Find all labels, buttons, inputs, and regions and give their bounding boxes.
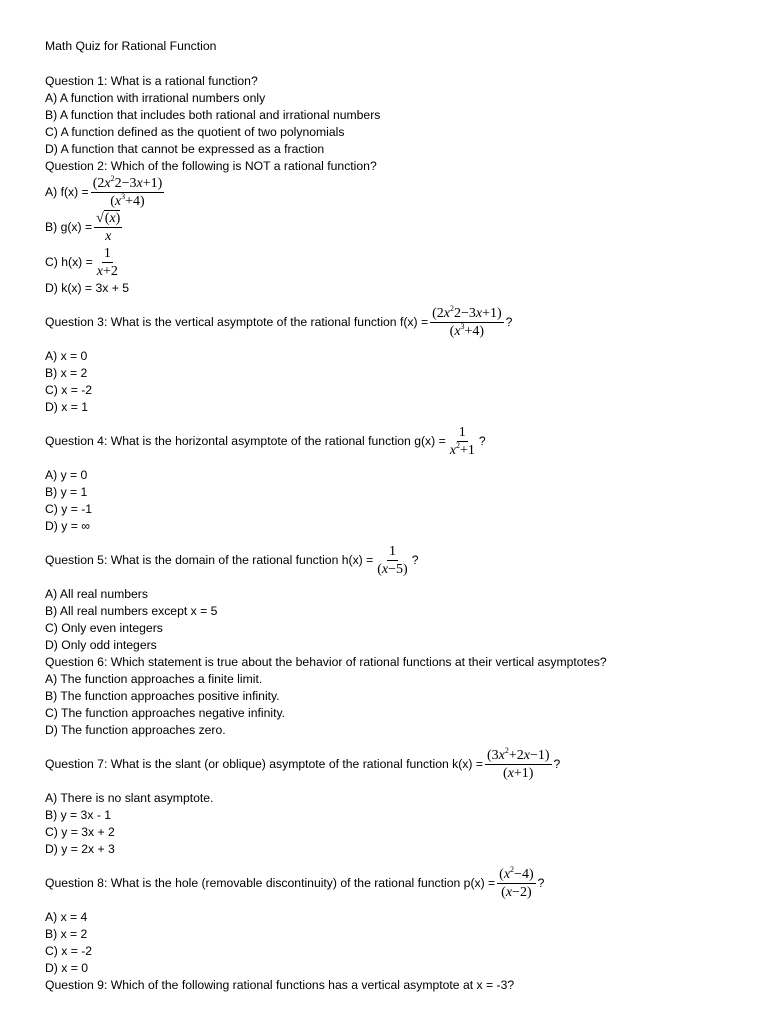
q1-option-c: C) A function defined as the quotient of two polynomials xyxy=(45,125,345,139)
question-5-text: Question 5: What is the domain of the rational function h(x) = xyxy=(45,553,374,567)
question-9: Question 9: Which of the following rational functions has a vertical asymptote at x = -3? xyxy=(45,978,515,992)
question-5 xyxy=(45,543,728,578)
question-7-text: Question 7: What is the slant (or oblique) asymptote of the rational function k(x) = xyxy=(45,757,483,771)
q5-option-b: B) All real numbers except x = 5 xyxy=(45,604,218,618)
q3-option-d: D) x = 1 xyxy=(45,400,89,414)
q4-option-b: B) y = 1 xyxy=(45,485,88,499)
q5-option-c: C) Only even integers xyxy=(45,621,163,635)
q1-option-a: A) A function with irrational numbers only xyxy=(45,91,266,105)
q8-option-d: D) x = 0 xyxy=(45,961,89,975)
q2-option-c-fraction: $\frac{1}{x+2}$ xyxy=(96,246,118,279)
q2-option-d: D) k(x) = 3x + 5 xyxy=(45,281,129,295)
question-3 xyxy=(45,305,728,340)
q7-option-d: D) y = 2x + 3 xyxy=(45,842,115,856)
q6-option-d: D) The function approaches zero. xyxy=(45,723,226,737)
q2-option-b xyxy=(45,210,728,245)
q8-option-c: C) x = -2 xyxy=(45,944,93,958)
q3-question-mark: ? xyxy=(505,315,513,329)
question-8-text: Question 8: What is the hole (removable discontinuity) of the rational function p(x) = xyxy=(45,876,496,890)
question-6: Question 6: Which statement is true about the behavior of rational functions at their vertical asymptotes? xyxy=(45,655,607,669)
q5-question-mark: ? xyxy=(411,553,419,567)
q6-option-c: C) The function approaches negative infinity. xyxy=(45,706,286,720)
question-1: Question 1: What is a rational function? xyxy=(45,74,258,88)
q7-fraction: $\frac{(3x^2+2x-1)}{(x+1)}$ xyxy=(486,746,550,781)
q7-option-c: C) y = 3x + 2 xyxy=(45,825,115,839)
q3-fraction: $\frac{(2x^22-3x+1)}{(x^3+4)}$ xyxy=(432,304,502,339)
q2-option-b-fraction: $\frac{√(x)}{x}$ xyxy=(96,211,121,244)
q3-option-b: B) x = 2 xyxy=(45,366,88,380)
q4-option-d: D) y = ∞ xyxy=(45,519,90,533)
q7-option-b: B) y = 3x - 1 xyxy=(45,808,112,822)
q2-option-c xyxy=(45,245,728,280)
q2-option-b-label: B) g(x) = xyxy=(45,220,93,234)
q6-option-a: A) The function approaches a finite limit. xyxy=(45,672,263,686)
document-title: Math Quiz for Rational Function xyxy=(45,39,217,53)
q4-option-a: A) y = 0 xyxy=(45,468,88,482)
question-4-text: Question 4: What is the horizontal asymptote of the rational function g(x) = xyxy=(45,434,446,448)
q3-option-a: A) x = 0 xyxy=(45,349,88,363)
question-7 xyxy=(45,747,728,782)
q4-fraction: $\frac{1}{x^2+1}$ xyxy=(449,425,475,458)
q5-fraction: $\frac{1}{(x-5)}$ xyxy=(377,544,408,577)
q2-option-c-label: C) h(x) = xyxy=(45,255,93,269)
q5-option-a: A) All real numbers xyxy=(45,587,148,601)
q8-option-b: B) x = 2 xyxy=(45,927,88,941)
question-3-text: Question 3: What is the vertical asymptote of the rational function f(x) = xyxy=(45,315,429,329)
q1-option-d: D) A function that cannot be expressed as a fraction xyxy=(45,142,325,156)
q8-option-a: A) x = 4 xyxy=(45,910,88,924)
q7-question-mark: ? xyxy=(553,757,561,771)
q1-option-b: B) A function that includes both rational and irrational numbers xyxy=(45,108,381,122)
q7-option-a: A) There is no slant asymptote. xyxy=(45,791,214,805)
q4-option-c: C) y = -1 xyxy=(45,502,93,516)
question-8 xyxy=(45,866,728,901)
q3-option-c: C) x = -2 xyxy=(45,383,93,397)
question-2: Question 2: Which of the following is NOT a rational function? xyxy=(45,159,377,173)
q2-option-a-label: A) f(x) = xyxy=(45,185,89,199)
q8-question-mark: ? xyxy=(537,876,545,890)
q2-option-a-fraction: $\frac{(2x^22-3x+1)}{(x^3+4)}$ xyxy=(92,174,163,209)
question-4 xyxy=(45,424,728,459)
q8-fraction: $\frac{(x^2-4)}{(x-2)}$ xyxy=(499,865,534,900)
q6-option-b: B) The function approaches positive infinity. xyxy=(45,689,280,703)
q2-option-a xyxy=(45,175,728,210)
q5-option-d: D) Only odd integers xyxy=(45,638,157,652)
q4-question-mark: ? xyxy=(478,434,486,448)
